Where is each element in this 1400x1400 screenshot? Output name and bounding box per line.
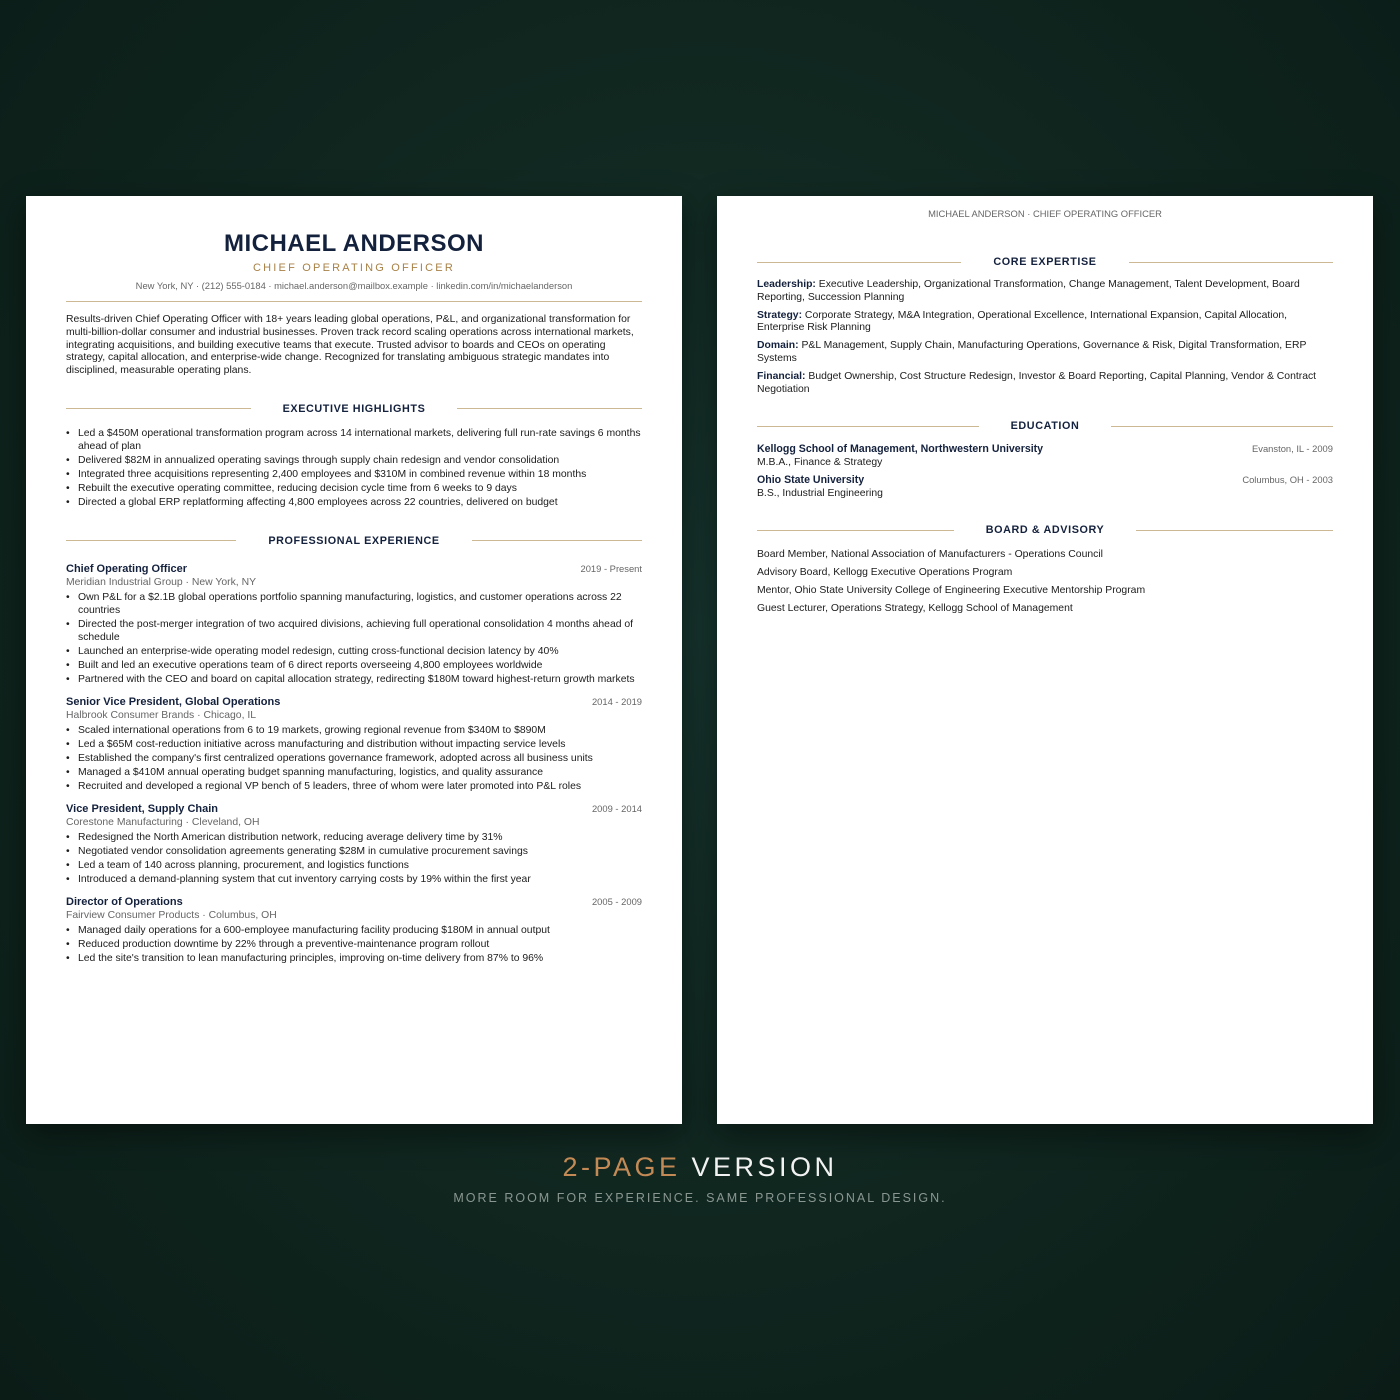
list-item: Board Member, National Association of Manufacturers - Operations Council <box>757 549 1103 561</box>
contact-line: New York, NY · (212) 555-0184 · michael.anderson@mailbox.example · linkedin.com/in/michaelanderson <box>135 280 573 291</box>
list-item: • Directed the post-merger integration of two acquired divisions, achieving full operational consolidation 4 months ahead of schedule <box>66 619 642 645</box>
expertise-label: Financial: <box>757 370 806 382</box>
education-list <box>757 443 1333 500</box>
divider-line <box>457 408 642 409</box>
section-heading-board <box>757 523 1333 537</box>
divider-line <box>1129 262 1333 263</box>
list-item: • Delivered $82M in annualized operating savings through supply chain redesign and vendor consolidation <box>66 455 642 468</box>
divider-line <box>1111 426 1333 427</box>
board-list <box>757 549 1333 615</box>
section-title: EXECUTIVE HIGHLIGHTS <box>282 402 426 415</box>
caption-rest: VERSION <box>680 1152 838 1182</box>
list-item: • Scaled international operations from 6 to 19 markets, growing regional revenue from $340M to $890M <box>66 725 642 738</box>
job-entry <box>66 802 642 887</box>
section-title: BOARD & ADVISORY <box>985 524 1105 537</box>
divider-line <box>66 408 251 409</box>
expertise-item <box>757 340 1333 366</box>
promo-caption <box>0 1150 1400 1184</box>
expertise-item <box>757 279 1333 305</box>
list-item: Mentor, Ohio State University College of Engineering Executive Mentorship Program <box>757 584 1146 596</box>
list-item: • Led a $65M cost-reduction initiative across manufacturing and distribution without impacting service levels <box>66 739 642 752</box>
job-title: Vice President, Supply Chain <box>66 802 219 815</box>
highlights-list <box>66 428 642 510</box>
job-title: Director of Operations <box>66 895 183 908</box>
list-item: • Established the company's first centralized operations governance framework, adopted across all business units <box>66 753 642 766</box>
list-item: • Rebuilt the executive operating committee, reducing decision cycle time from 6 weeks to 9 days <box>66 483 642 496</box>
list-item: • Led the site's transition to lean manufacturing principles, improving on-time delivery from 87% to 96% <box>66 953 642 966</box>
divider-line <box>757 530 954 531</box>
list-item: Guest Lecturer, Operations Strategy, Kellogg School of Management <box>757 602 1073 614</box>
education-entry <box>757 443 1333 469</box>
section-heading-highlights <box>66 402 642 416</box>
job-dates: 2014 - 2019 <box>591 695 642 707</box>
summary-paragraph: Results-driven Chief Operating Officer with 18+ years leading global operations, P&L, and organizational transformation for multi-billion-dollar consumer and industrial businesses. Proven track record scaling operations across international markets, integrating acquisitions, and building executive teams that execute. Trusted advisor to boards and CEOs on operating strategy, capital allocation, and enterprise-wide change. Recognized for translating ambiguous strategic mandates into disciplined, measurable operating plans. <box>66 314 634 377</box>
job-company: Meridian Industrial Group · New York, NY <box>66 576 256 588</box>
section-heading-education <box>757 419 1333 433</box>
job-company: Halbrook Consumer Brands · Chicago, IL <box>66 709 257 721</box>
resume-page-1 <box>26 196 682 1124</box>
job-bullets <box>66 592 642 687</box>
list-item: • Own P&L for a $2.1B global operations portfolio spanning manufacturing, logistics, and customer operations across 22 countries <box>66 592 642 618</box>
section-title: EDUCATION <box>1010 420 1080 433</box>
candidate-name: MICHAEL ANDERSON <box>223 230 484 257</box>
list-item: • Recruited and developed a regional VP bench of 5 leaders, three of whom were later promoted into P&L roles <box>66 781 642 794</box>
running-header: MICHAEL ANDERSON · CHIEF OPERATING OFFICER <box>928 208 1162 219</box>
job-dates: 2009 - 2014 <box>591 802 642 814</box>
expertise-label: Domain: <box>757 340 799 352</box>
job-dates: 2005 - 2009 <box>591 895 642 907</box>
list-item: • Launched an enterprise-wide operating model redesign, cutting cross-functional decision latency by 40% <box>66 646 642 659</box>
list-item: • Directed a global ERP replatforming affecting 4,800 employees across 22 countries, delivered on budget <box>66 497 642 510</box>
expertise-text: P&L Management, Supply Chain, Manufacturing Operations, Governance & Risk, Digital Transformation, ERP Systems <box>757 340 1307 364</box>
section-title: CORE EXPERTISE <box>993 256 1097 268</box>
expertise-label: Leadership: <box>757 279 816 290</box>
job-company: Corestone Manufacturing · Cleveland, OH <box>66 816 260 828</box>
section-heading-expertise <box>757 255 1333 269</box>
degree: M.B.A., Finance & Strategy <box>757 457 883 469</box>
job-bullets <box>66 832 642 887</box>
candidate-role: CHIEF OPERATING OFFICER <box>253 262 455 274</box>
expertise-item <box>757 310 1333 336</box>
list-item: • Partnered with the CEO and board on capital allocation strategy, redirecting $180M toward highest-return growth markets <box>66 674 642 687</box>
section-title: PROFESSIONAL EXPERIENCE <box>268 534 440 547</box>
expertise-list <box>757 279 1333 396</box>
divider-line <box>472 540 642 541</box>
job-bullets <box>66 925 642 966</box>
expertise-text: Corporate Strategy, M&A Integration, Operational Excellence, International Expansion, Capital Allocation, Enterprise Risk Planning <box>757 309 1288 334</box>
education-entry <box>757 474 1333 500</box>
job-bullets <box>66 725 642 794</box>
list-item: • Led a $450M operational transformation program across 14 international markets, delivering full run-rate savings 6 months ahead of plan <box>66 428 642 454</box>
job-entry <box>66 562 642 687</box>
degree: B.S., Industrial Engineering <box>757 488 883 500</box>
list-item: • Managed daily operations for a 600-employee manufacturing facility producing $180M in annual output <box>66 925 642 938</box>
school-name: Kellogg School of Management, Northwestern University <box>757 443 1044 456</box>
job-entry <box>66 895 642 966</box>
job-entry <box>66 695 642 794</box>
expertise-text: Executive Leadership, Organizational Transformation, Change Management, Talent Development, Board Reporting, Succession Planning <box>757 279 1300 303</box>
caption-accent: 2-PAGE <box>562 1152 681 1182</box>
school-location: Columbus, OH - 2003 <box>1242 474 1333 486</box>
expertise-label: Strategy: <box>757 309 803 321</box>
school-location: Evanston, IL - 2009 <box>1252 443 1333 455</box>
divider-line <box>757 262 961 263</box>
list-item: • Built and led an executive operations team of 6 direct reports overseeing 4,800 employees worldwide <box>66 660 642 673</box>
divider-line <box>757 426 979 427</box>
list-item: • Introduced a demand-planning system that cut inventory carrying costs by 19% within the first year <box>66 874 642 887</box>
promo-subtitle: MORE ROOM FOR EXPERIENCE. SAME PROFESSIONAL DESIGN. <box>453 1191 947 1205</box>
expertise-item <box>757 371 1333 397</box>
list-item: • Redesigned the North American distribution network, reducing average delivery time by 31% <box>66 832 642 845</box>
list-item: • Negotiated vendor consolidation agreements generating $28M in cumulative procurement savings <box>66 846 642 859</box>
job-title: Senior Vice President, Global Operations <box>66 695 281 708</box>
list-item: • Integrated three acquisitions representing 2,400 employees and $310M in combined revenue within 18 months <box>66 469 642 482</box>
list-item: • Led a team of 140 across planning, procurement, and logistics functions <box>66 860 642 873</box>
expertise-text: Budget Ownership, Cost Structure Redesign, Investor & Board Reporting, Capital Planning, Vendor & Contract Negotiation <box>757 370 1317 395</box>
resume-page-2 <box>717 196 1373 1124</box>
list-item: • Managed a $410M annual operating budget spanning manufacturing, logistics, and quality assurance <box>66 767 642 780</box>
list-item: • Reduced production downtime by 22% through a preventive-maintenance program rollout <box>66 939 642 952</box>
school-name: Ohio State University <box>757 474 865 487</box>
list-item: Advisory Board, Kellogg Executive Operations Program <box>757 567 1013 579</box>
job-dates: 2019 - Present <box>580 562 642 574</box>
section-heading-experience <box>66 534 642 548</box>
header-divider <box>66 301 642 302</box>
job-title: Chief Operating Officer <box>66 562 188 575</box>
job-company: Fairview Consumer Products · Columbus, OH <box>66 909 277 921</box>
divider-line <box>1136 530 1333 531</box>
divider-line <box>66 540 236 541</box>
